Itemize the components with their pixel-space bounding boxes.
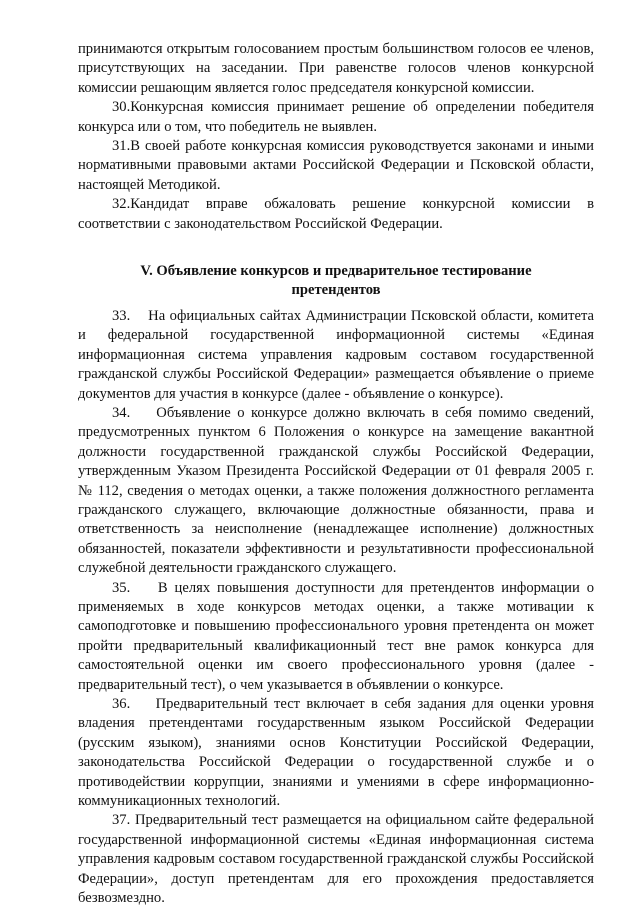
- paragraph-31: 31.В своей работе конкурсная комиссия руководствуется законами и иными нормативными правовыми актами Российской Федерации и Псковской области, настоящей Методикой.: [78, 138, 594, 193]
- paragraph-37: 37. Предварительный тест размещается на официальном сайте федеральной государственной информационной системы «Единая информационная система управления кадровым составом государственной гражданской службы Российской Федерации», доступ претендентам для его прохождения предоставляется безвозмездно.: [78, 812, 594, 907]
- section-heading: V. Объявление конкурсов и предварительное тестирование претендентов: [140, 263, 532, 299]
- paragraph-30: 30.Конкурсная комиссия принимает решение об определении победителя конкурса или о том, что победитель не выявлен.: [78, 99, 594, 135]
- paragraph-continuation: принимаются открытым голосованием простым большинством голосов ее членов, присутствующих на заседании. При равенстве голосов членов конкурсной комиссии решающим является голос председателя конкурсной комиссии.: [78, 41, 594, 96]
- paragraph-35: 35. В целях повышения доступности для претендентов информации о применяемых в ходе конкурсов методах оценки, а также мотивации к самоподготовке и повышению профессионального уровня претендента он может пройти предварительный квалификационный тест вне рамок конкурса для самостоятельной оценки им своего профессионального уровня (далее - предварительный тест), о чем указывается в объявлении о конкурсе.: [78, 579, 594, 693]
- paragraph-32: 32.Кандидат вправе обжаловать решение конкурсной комиссии в соответствии с законодательством Российской Федерации.: [78, 196, 594, 232]
- paragraph-33: 33. На официальных сайтах Администрации Псковской области, комитета и федеральной государственной информационной системы «Единая информационная система управления кадровым составом государственной гражданской службы Российской Федерации» размещается объявление о приеме документов для участия в конкурсе (далее - объявление о конкурсе).: [78, 307, 594, 402]
- document-page: [78, 40, 594, 908]
- section-spacer: [78, 234, 594, 262]
- paragraph-34: 34. Объявление о конкурсе должно включать в себя помимо сведений, предусмотренных пунктом 6 Положения о конкурсе на замещение вакантной должности государственной гражданской службы Российской Федерации, утвержденным Указом Президента Российской Федерации от 01 февраля 2005 г. № 112, сведения о методах оценки, а также положения должностного регламента гражданского служащего, включающие должностные обязанности, права и ответственность за неисполнение (ненадлежащее исполнение) должностных обязанностей, показатели эффективности и результативности профессиональной служебной деятельности гражданского служащего.: [78, 404, 594, 577]
- paragraph-36: 36. Предварительный тест включает в себя задания для оценки уровня владения претендентами государственным языком Российской Федерации (русским языком), знаниями основ Конституции Российской Федерации, законодательства Российской Федерации о государственной службе и о противодействии коррупции, знаниями и умениями в сфере информационно-коммуникационных технологий.: [78, 696, 594, 810]
